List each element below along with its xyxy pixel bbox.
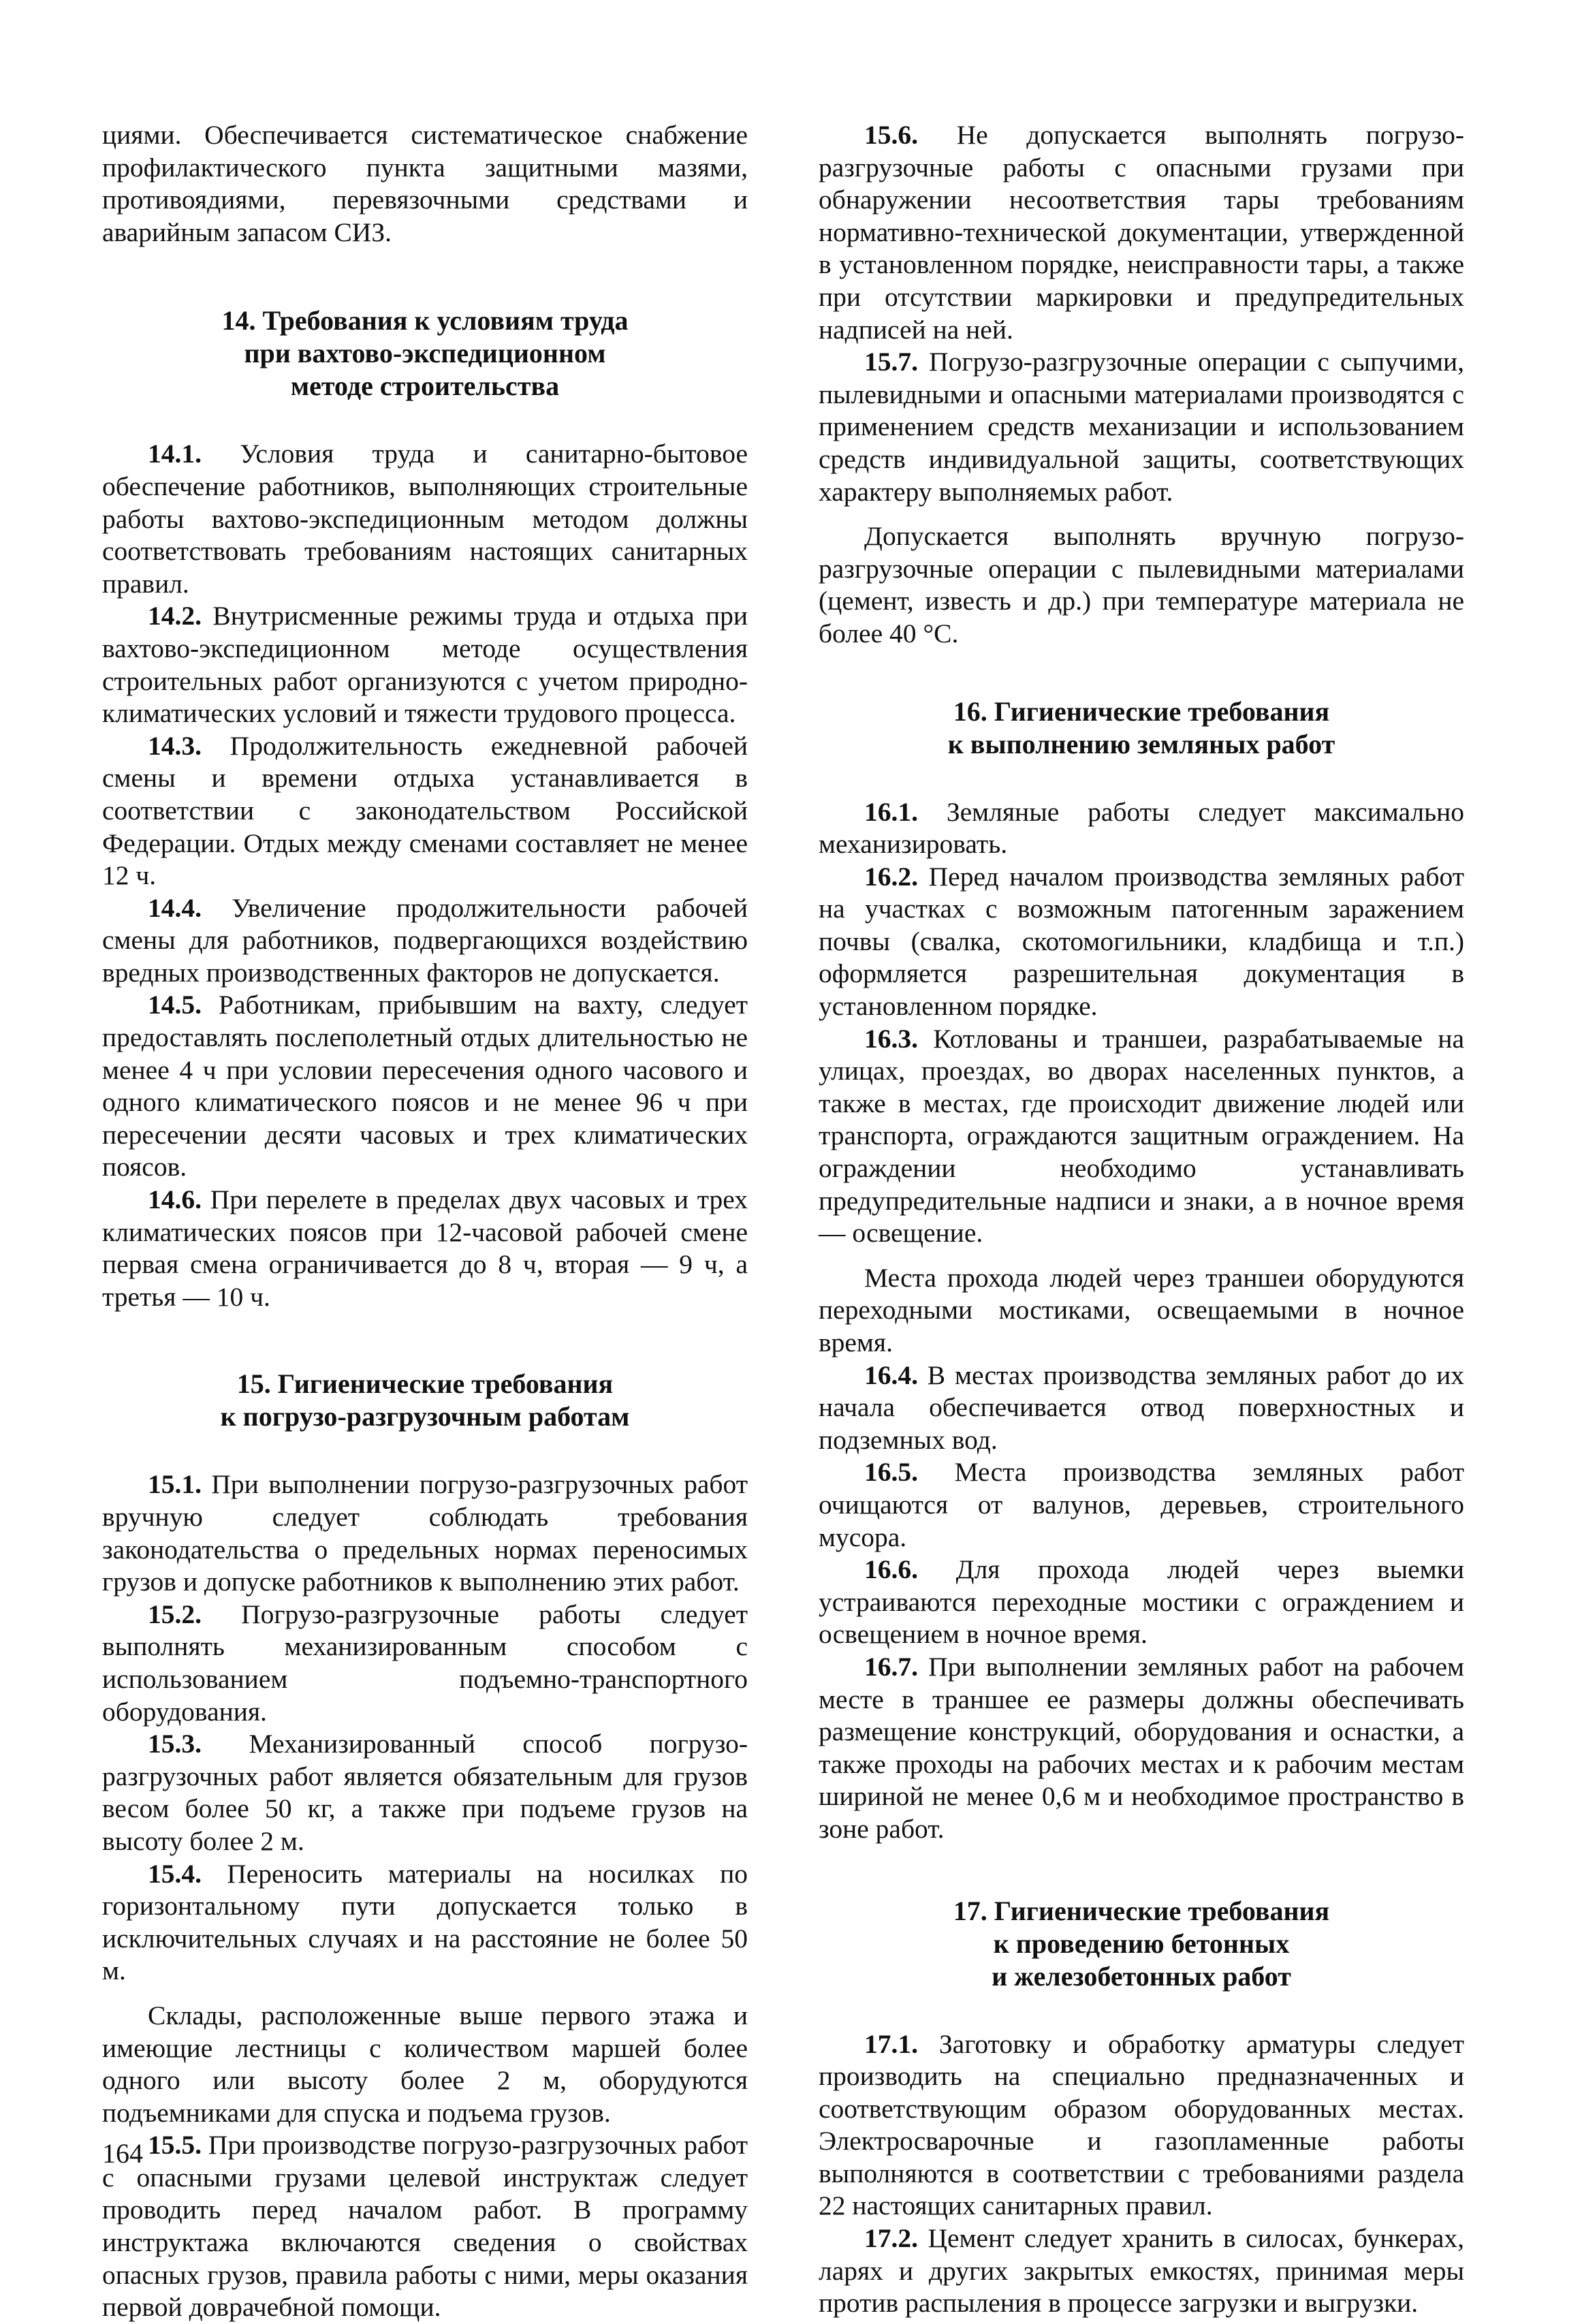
clause-15-6: 15.6. Не допускается выполнять погрузо-разгрузочные работы с опасными грузами при обнаружении несоответствия тары требованиям нормативно-технической документации, утвержденной в установленном порядке, неисправности тары, а также при отсутствии маркировки и предупредительных надписей на ней. [819,120,1464,345]
clause-15-1: 15.1. При выполнении погрузо-разгрузочных работ вручную следует соблюдать требования законодательства о предельных нормах переносимых грузов и допуске работников к выполнению этих работ. [102,1469,748,1597]
paragraph-continuation: циями. Обеспечивается систематическое снабжение профилактического пункта защитными мазями, противоядиями, перевязочными средствами и аварийным запасом СИЗ. [102,120,748,247]
paragraph-crossing: Места прохода людей через траншеи оборудуются переходными мостиками, освещаемыми в ночное время. [819,1262,1464,1357]
clause-14-1: 14.1. Условия труда и санитарно-бытовое обеспечение работников, выполняющих строительные работы вахтово-экспедиционным методом должны соответствовать требованиям настоящих санитарных правил. [102,439,748,599]
clause-16-5: 16.5. Места производства земляных работ очищаются от валунов, деревьев, строительного мусора. [819,1457,1464,1552]
clause-15-4: 15.4. Переносить материалы на носилках по горизонтальному пути допускается только в исключительных случаях и на расстояние не более 50 м. [102,1858,748,1986]
clause-14-6: 14.6. При перелете в пределах двух часовых и трех климатических поясов при 12-часовой рабочей смене первая смена ограничивается до 8 ч, вторая — 9 ч, а третья — 10 ч. [102,1184,748,1312]
clause-16-6: 16.6. Для прохода людей через выемки устраиваются переходные мостики с ограждением и освещением в ночное время. [819,1554,1464,1650]
clause-15-7: 15.7. Погрузо-разгрузочные операции с сыпучими, пылевидными и опасными материалами производятся с применением средств механизации и использованием средств индивидуальной защиты, соответствующих характеру выполняемых работ. [819,347,1464,507]
clause-16-1: 16.1. Земляные работы следует максимально механизировать. [819,796,1464,860]
right-column [819,119,1464,2320]
clause-14-4: 14.4. Увеличение продолжительности рабочей смены для работников, подвергающихся воздействию вредных производственных факторов не допускается. [102,892,748,988]
section-17-heading: 17. Гигиенические требования к проведению бетонных и железобетонных работ [953,1895,1330,1992]
page-number: 164 [102,2138,143,2169]
clause-16-4: 16.4. В местах производства земляных работ до их начала обеспечивается отвод поверхностных и подземных вод. [819,1360,1464,1455]
clause-17-1: 17.1. Заготовку и обработку арматуры следует производить на специально предназначенных и соответствующим образом оборудованных местах. Электросварочные и газопламенные работы выполняются в соответствии с требованиями раздела 22 настоящих санитарных правил. [819,2028,1464,2221]
clause-16-2: 16.2. Перед началом производства земляных работ на участках с возможным патогенным заражением почвы (свалка, скотомогильники, кладбища и т.п.) оформляется разрешительная документация в установленном порядке. [819,861,1464,1022]
clause-15-5: 15.5. При производстве погрузо-разгрузочных работ с опасными грузами целевой инструктаж следует проводить перед началом работ. В программу инструктажа включаются сведения о свойствах опасных грузов, правила работы с ними, меры оказания первой доврачебной помощи. [102,2130,748,2323]
clause-15-3: 15.3. Механизированный способ погрузо-разгрузочных работ является обязательным для грузов весом более 50 кг, а также при подъеме грузов на высоту более 2 м. [102,1729,748,1856]
left-column [102,119,748,2324]
section-16-heading: 16. Гигиенические требования к выполнению земляных работ [947,695,1335,759]
paragraph-storage: Склады, расположенные выше первого этажа и имеющие лестницы с количеством маршей более одного или высоту более 2 м, оборудуются подъемниками для спуска и подъема грузов. [102,2000,748,2128]
clause-14-2: 14.2. Внутрисменные режимы труда и отдыха при вахтово-экспедиционном методе осуществления строительных работ организуются с учетом природно-климатических условий и тяжести трудового процесса. [102,601,748,729]
clause-16-3: 16.3. Котлованы и траншеи, разрабатываемые на улицах, проездах, во дворах населенных пунктов, а также в местах, где происходит движение людей или транспорта, ограждаются защитным ограждением. На ограждении необходимо устанавливать предупредительные надписи и знаки, а в ночное время — освещение. [819,1023,1464,1249]
clause-14-5: 14.5. Работникам, прибывшим на вахту, следует предоставлять послеполетный отдых длительностью не менее 4 ч при условии пересечения одного часового и одного климатического поясов и не менее 96 ч при пересечении десяти часовых и трех климатических поясов. [102,990,748,1182]
paragraph-manual-handling: Допускается выполнять вручную погрузо-разгрузочные операции с пылевидными материалами (цемент, известь и др.) при температуре материала не более 40 °С. [819,521,1464,648]
clause-15-2: 15.2. Погрузо-разгрузочные работы следует выполнять механизированным способом с использованием подъемно-транспортного оборудования. [102,1599,748,1727]
section-15-heading: 15. Гигиенические требования к погрузо-разгрузочным работам [220,1368,630,1432]
clause-16-7: 16.7. При выполнении земляных работ на рабочем месте в траншее ее размеры должны обеспечивать размещение конструкций, оборудования и оснастки, а также проходы на рабочих местах и к рабочим местам шириной не менее 0,6 м и необходимое пространство в зоне работ. [819,1651,1464,1844]
section-14-heading: 14. Требования к условиям труда при вахтово-экспедиционном методе строительства [221,305,629,402]
clause-17-2: 17.2. Цемент следует хранить в силосах, бункерах, ларях и других закрытых емкостях, принимая меры против распыления в процессе загрузки и выгрузки. [819,2223,1464,2319]
clause-14-3: 14.3. Продолжительность ежедневной рабочей смены и времени отдыха устанавливается в соответствии с законодательством Российской Федерации. Отдых между сменами составляет не менее 12 ч. [102,730,748,891]
